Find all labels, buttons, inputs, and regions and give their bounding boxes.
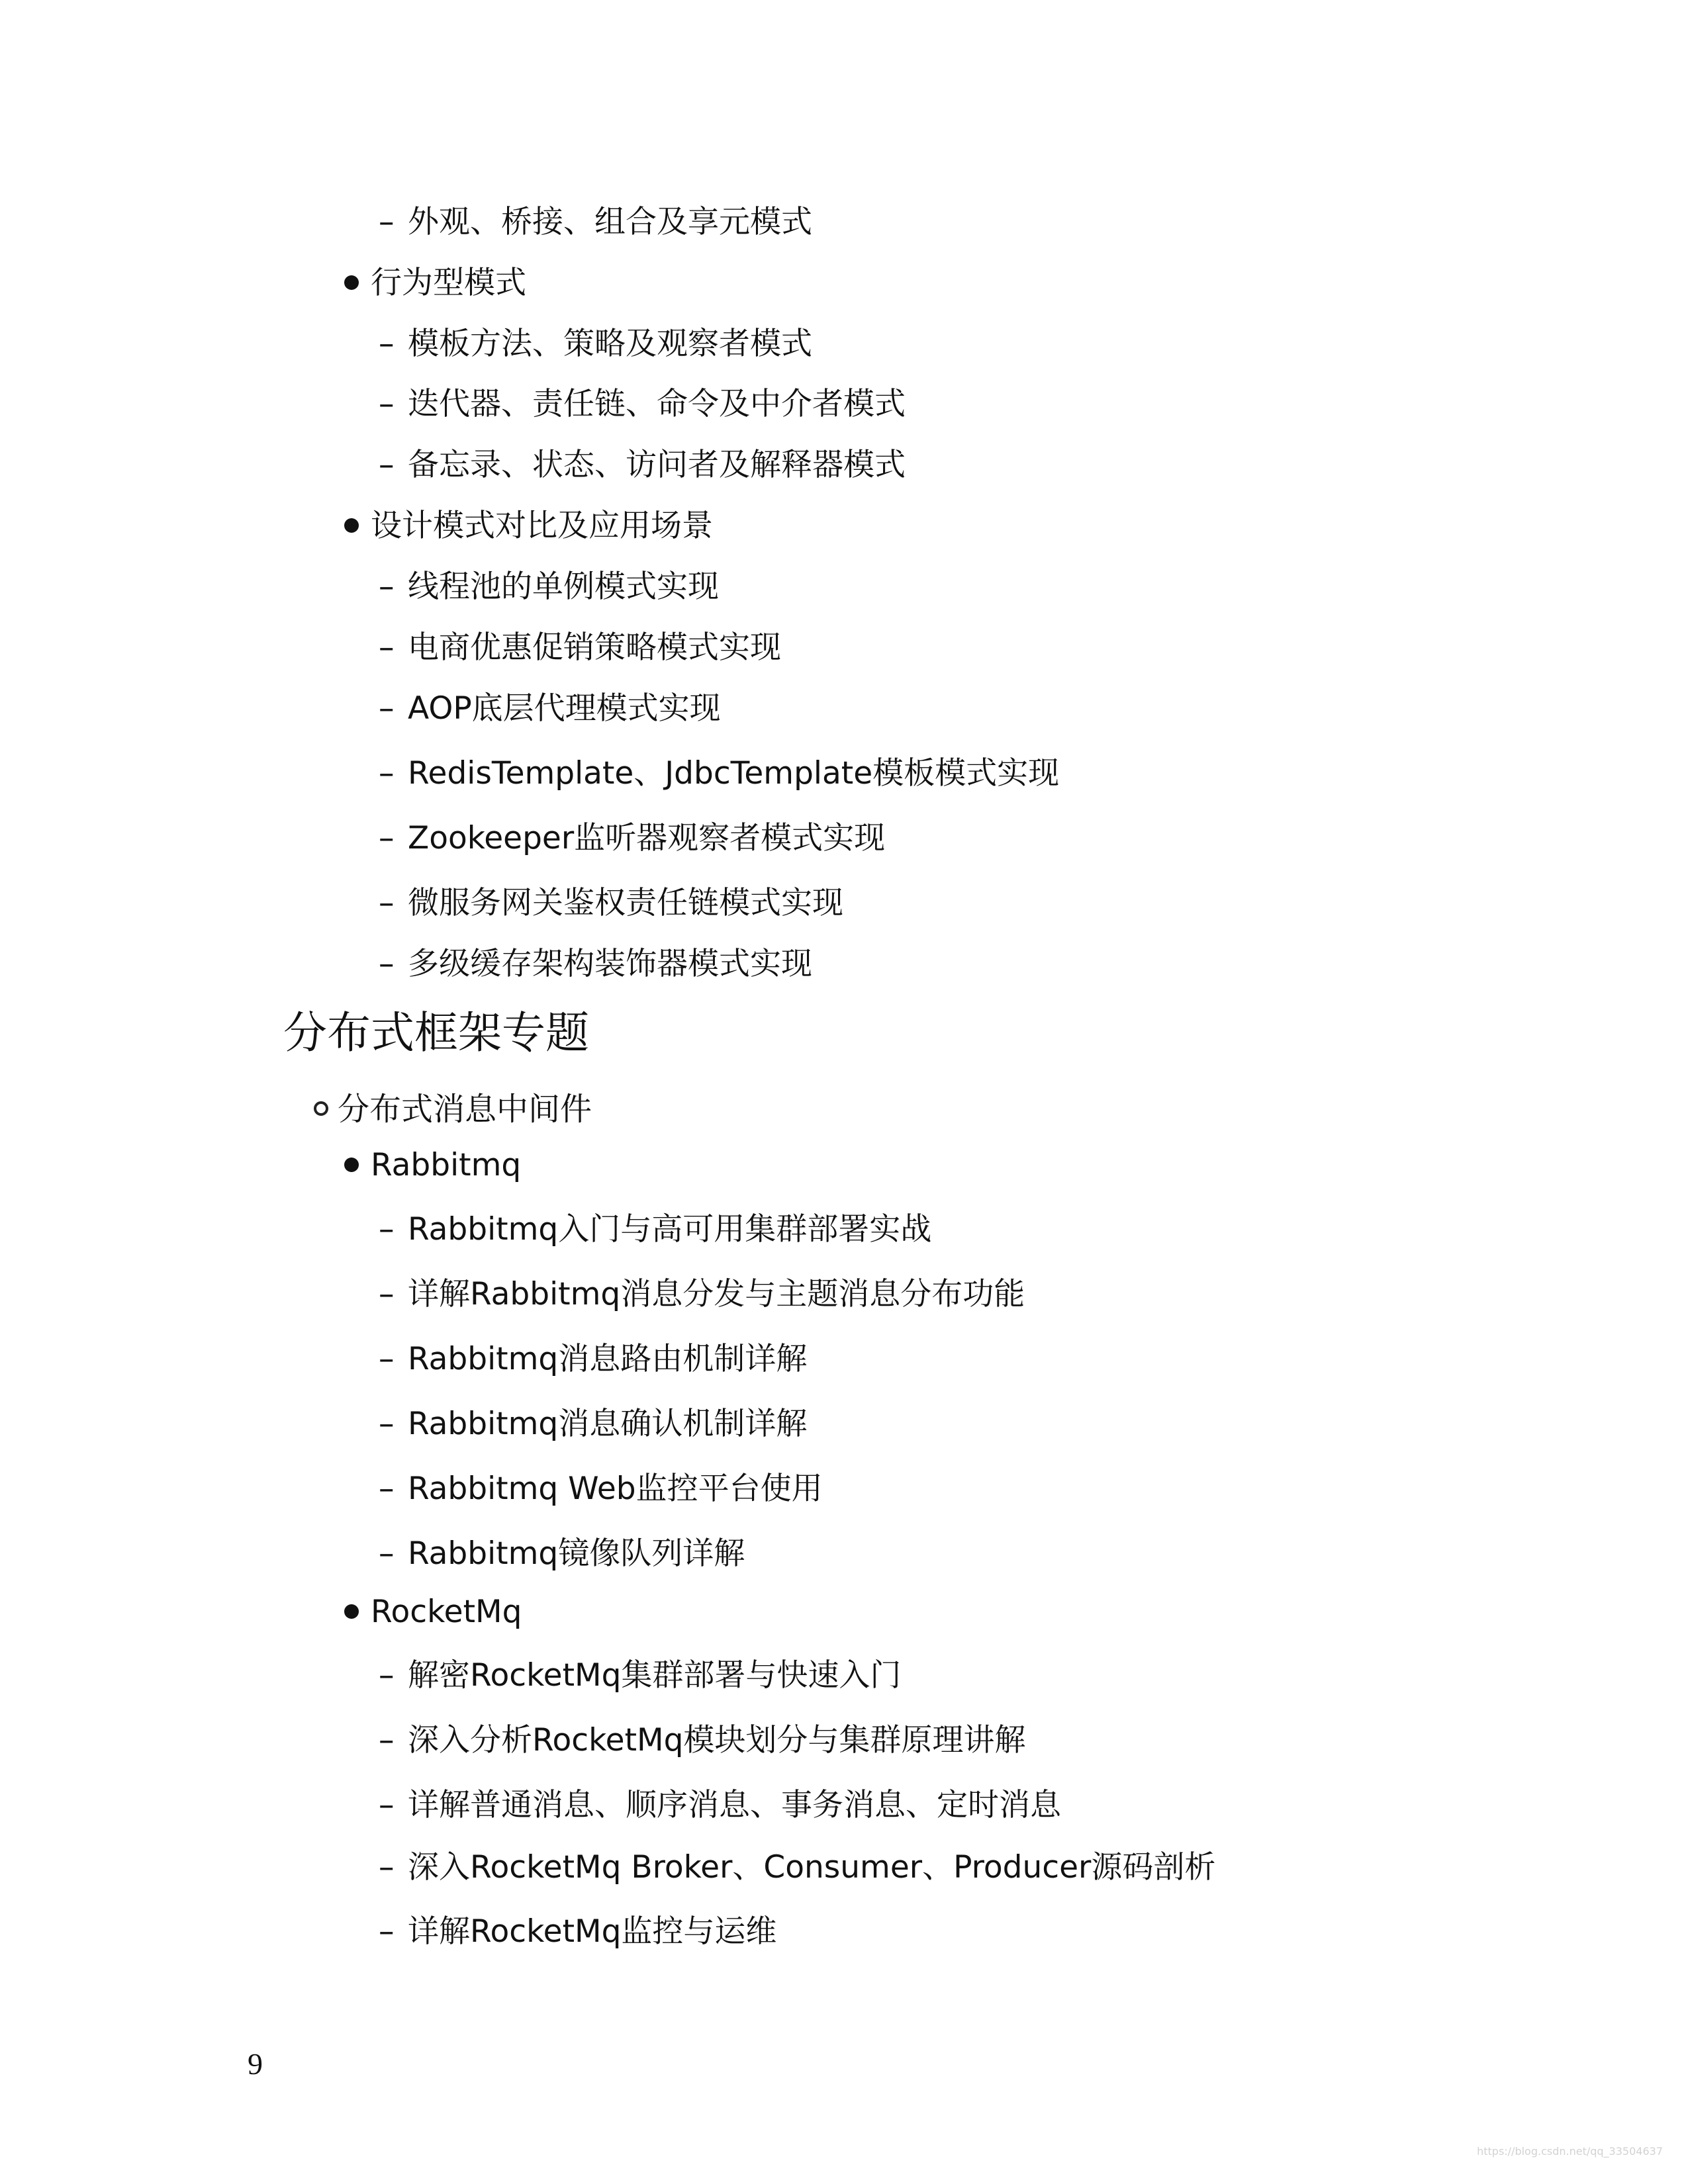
bullet-icon: [344, 1158, 359, 1172]
page-number: 9: [248, 2047, 263, 2081]
list-item: – Rabbitmq消息路由机制详解: [379, 1341, 808, 1377]
list-item: – Rabbitmq消息确认机制详解: [379, 1406, 808, 1442]
list-item: – 备忘录、状态、访问者及解释器模式: [379, 447, 906, 483]
list-item: – 模板方法、策略及观察者模式: [379, 326, 812, 362]
list-item: – 详解普通消息、顺序消息、事务消息、定时消息: [379, 1787, 1061, 1823]
list-item: – 微服务网关鉴权责任链模式实现: [379, 885, 843, 921]
circle-bullet-icon: [314, 1101, 328, 1116]
list-item: – 详解Rabbitmq消息分发与主题消息分布功能: [379, 1276, 1025, 1312]
list-item: – 电商优惠促销策略模式实现: [379, 629, 781, 666]
watermark-url: https://blog.csdn.net/qq_33504637: [1477, 2145, 1663, 2158]
list-item: – 详解RocketMq监控与运维: [379, 1913, 777, 1950]
bullet-item: 设计模式对比及应用场景: [344, 510, 713, 541]
bullet-icon: [344, 518, 359, 533]
subsection-item: 分布式消息中间件: [314, 1093, 592, 1125]
list-item: – Rabbitmq入门与高可用集群部署实战: [379, 1211, 932, 1248]
section-heading: 分布式框架专题: [283, 1007, 589, 1058]
list-item: – 深入分析RocketMq模块划分与集群原理讲解: [379, 1722, 1026, 1758]
list-item: – Rabbitmq镜像队列详解: [379, 1535, 745, 1572]
list-item: – 外观、桥接、组合及享元模式: [379, 204, 812, 240]
bullet-item: RocketMq: [344, 1596, 522, 1627]
list-item: – AOP底层代理模式实现: [379, 690, 721, 727]
list-item: – RedisTemplate、JdbcTemplate模板模式实现: [379, 755, 1060, 792]
list-item: – 多级缓存架构装饰器模式实现: [379, 946, 812, 982]
bullet-item: 行为型模式: [344, 267, 526, 298]
list-item: – 深入RocketMq Broker、Consumer、Producer源码剖析: [379, 1849, 1216, 1886]
list-item: – 迭代器、责任链、命令及中介者模式: [379, 386, 906, 422]
list-item: – Rabbitmq Web监控平台使用: [379, 1471, 823, 1507]
list-item: – 线程池的单例模式实现: [379, 569, 719, 605]
bullet-icon: [344, 1604, 359, 1619]
list-item: – Zookeeper监听器观察者模式实现: [379, 820, 886, 856]
bullet-icon: [344, 275, 359, 290]
list-item: – 解密RocketMq集群部署与快速入门: [379, 1657, 902, 1694]
bullet-item: Rabbitmq: [344, 1150, 521, 1181]
